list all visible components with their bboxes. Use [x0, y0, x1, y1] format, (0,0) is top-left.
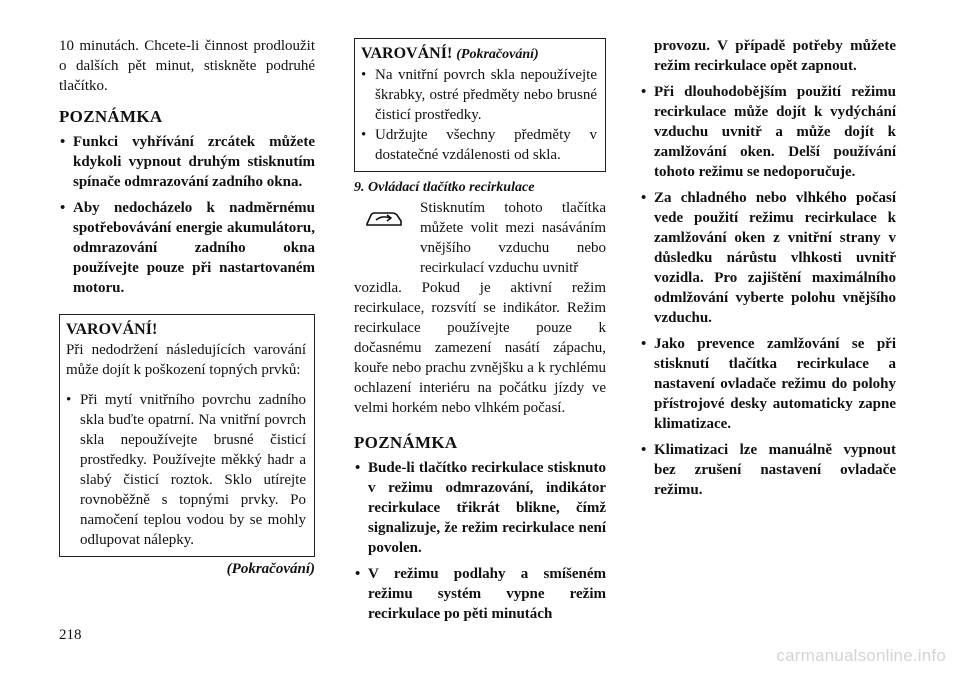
column-right — [640, 36, 896, 506]
bullet-item: • Jako prevence zamlžování se při stisknutí tlačítka recirkulace a nastavení ovladače režimu do polohy přístrojové desky automaticky zapne klimatizace. — [640, 334, 896, 434]
page-number: 218 — [59, 627, 82, 643]
note-heading: POZNÁMKA — [59, 107, 163, 126]
warning-box — [59, 314, 315, 557]
warning-list — [66, 390, 306, 550]
note-list — [354, 458, 606, 624]
warning-item: • Udržujte všechny předměty v dostatečné vzdálenosti od skla. — [361, 125, 597, 165]
warning-title-continued: (Pokračování) — [456, 47, 539, 62]
note-item: • V režimu podlahy a smíšeném režimu systém vypne režim recirkulace po pěti minutách — [354, 564, 606, 624]
warning-box-continued — [354, 38, 606, 172]
bullet-item: • Za chladného nebo vlhkého počasí vede použití režimu recirkulace k zamlžování oken z vnitřní strany v důsledku nárůstu vlhkosti uvnitř vozidla. Pro zajištění maximálního odmlžování vyberte polohu vnějšího vzduchu. — [640, 188, 896, 328]
recirculation-icon — [364, 208, 404, 230]
warning-title — [361, 44, 597, 65]
bullet-list — [640, 82, 896, 500]
note-list — [59, 132, 315, 298]
watermark: carmanualsonline.info — [776, 646, 946, 665]
note-item: • Aby nedocházelo k nadměrnému spotřebovávání energie akumulátoru, odmrazování zadního okna používejte pouze při nastartovaném motoru. — [59, 198, 315, 298]
warning-item: • Při mytí vnitřního povrchu zadního skla buďte opatrní. Na vnitřní povrch skla nepoužívejte brusné čisticí prostředky. Používejte měkký hadr a slabý čisticí roztok. Sklo utírejte rovnoběžně s topnými prvky. Po namočení teplou vodou by se mohly odlupovat nálepky. — [66, 390, 306, 550]
recirculation-description — [354, 198, 606, 278]
recirculation-text: vozidla. Pokud je aktivní režim recirkulace, rozsvítí se indikátor. Režim recirkulace používejte pouze k dočasnému zamezení nasátí zápachu, kouře nebo prachu zvnějšku a k rychlému ochlazení interiéru na počátku jízdy ve velmi horkém nebo vlhkém počasí. — [354, 280, 606, 416]
warning-intro: Při nedodržení následujících varování může dojít k poškození topných prvků: — [66, 342, 306, 378]
intro-paragraph: 10 minutách. Chcete-li činnost prodloužit o dalších pět minut, stiskněte podruhé tlačítko. — [59, 38, 315, 94]
note-item: • Bude-li tlačítko recirkulace stisknuto v režimu odmrazování, indikátor recirkulace třikrát blikne, čímž signalizuje, že režim recirkulace není povolen. — [354, 458, 606, 558]
section-subheading: 9. Ovládací tlačítko recirkulace — [354, 180, 535, 195]
warning-item: • Na vnitřní povrch skla nepoužívejte škrabky, ostré předměty nebo brusné čisticí prostředky. — [361, 65, 597, 125]
continuation-paragraph: provozu. V případě potřeby můžete režim recirkulace opět zapnout. — [654, 38, 896, 74]
warning-title: VAROVÁNÍ! — [66, 321, 158, 338]
note-item: • Funkci vyhřívání zrcátek můžete kdykoli vypnout druhým stisknutím spínače odmrazování zadního okna. — [59, 132, 315, 192]
bullet-item: • Klimatizaci lze manuálně vypnout bez zrušení nastavení ovladače režimu. — [640, 440, 896, 500]
note-heading: POZNÁMKA — [354, 433, 458, 452]
recirculation-text-icon: Stisknutím tohoto tlačítka můžete volit mezi nasáváním vnějšího vzduchu nebo recirkulací vzduchu uvnitř — [420, 200, 606, 276]
column-middle — [354, 38, 606, 630]
warning-list — [361, 65, 597, 165]
bullet-item: • Při dlouhodobějším použití režimu recirkulace může dojít k vydýchání vzduchu uvnitř a může dojít k zamlžování oken. Delší používání tohoto režimu se nedoporučuje. — [640, 82, 896, 182]
warning-title-text: VAROVÁNÍ! — [361, 45, 453, 62]
column-left — [59, 36, 315, 579]
continued-label: (Pokračování) — [226, 561, 315, 577]
